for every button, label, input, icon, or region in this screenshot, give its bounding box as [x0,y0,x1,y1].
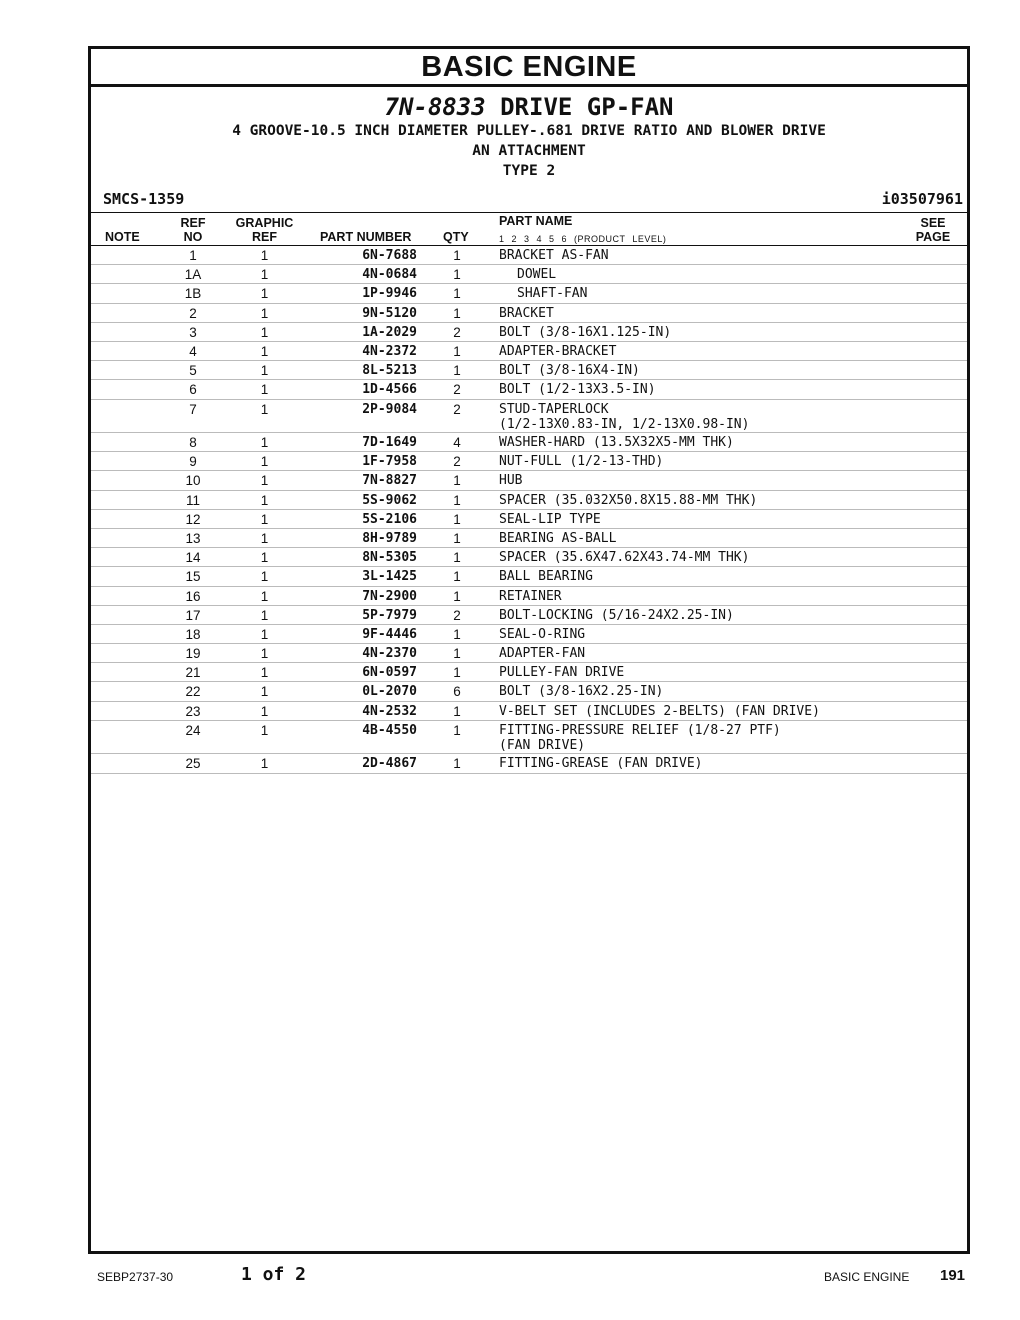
graphic-ref-cell: 1 [260,756,269,772]
qty-cell: 1 [453,703,461,719]
part-number-link[interactable]: 5S-9062 [362,492,417,508]
graphic-ref-cell: 1 [260,626,269,642]
part-name-cell: BRACKET AS-FAN [499,248,609,263]
qty-cell: 1 [453,626,461,642]
part-name-cell: BOLT (3/8-16X4-IN) [499,363,640,379]
ref-no-cell: 5 [189,363,197,379]
qty-cell: 6 [453,684,461,700]
footer-doc-number: SEBP2737-30 [97,1270,174,1284]
footer-page-of: 1 of 2 [241,1264,307,1285]
ref-no-cell: 12 [185,511,201,527]
table-row [91,587,967,606]
part-number-link[interactable]: 9N-5120 [362,305,417,321]
graphic-ref-cell: 1 [260,588,269,604]
graphic-ref-cell: 1 [260,473,269,489]
ref-no-cell: 19 [185,646,201,662]
table-row [91,702,967,721]
part-name-cell: BRACKET [499,305,554,321]
parts-page-frame [88,46,970,1254]
part-number-link[interactable]: 1F-7958 [362,454,417,470]
part-name-cell: FITTING-PRESSURE RELIEF (1/8-27 PTF) (FAN DRIVE) [499,722,781,753]
header-part-number: PART NUMBER [320,230,412,244]
qty-cell: 1 [453,646,461,662]
graphic-ref-cell: 1 [260,550,269,566]
graphic-ref-cell: 1 [260,343,269,359]
table-row [91,491,967,510]
part-number-link[interactable]: 4N-0684 [362,267,417,283]
graphic-ref-cell: 1 [260,665,269,681]
ref-no-cell: 17 [185,607,201,623]
part-name-cell: BALL BEARING [499,569,593,585]
qty-cell: 2 [453,382,461,398]
ref-no-cell: 1B [184,286,202,302]
ref-no-cell: 6 [189,382,197,398]
header-see-page [913,216,953,244]
part-number-link[interactable]: 2P-9084 [362,401,417,417]
ref-no-cell: 4 [189,343,197,359]
header-see-line1: SEE [920,216,946,230]
page-footer [0,1262,1020,1292]
table-row [91,663,967,682]
header-graphic-line2: REF [252,230,277,244]
part-name-cell: STUD-TAPERLOCK (1/2-13X0.83-IN, 1/2-13X0.98-IN) [499,401,750,432]
part-number-link[interactable]: 6N-7688 [362,248,417,263]
ref-no-cell: 8 [189,435,197,450]
part-number-link[interactable]: 4N-2532 [362,703,417,719]
qty-cell: 1 [453,530,461,546]
table-row [91,361,967,380]
ref-no-cell: 15 [185,569,201,585]
ref-no-cell: 22 [185,684,201,700]
graphic-ref-cell: 1 [260,267,269,283]
table-header [91,212,967,246]
table-row [91,529,967,548]
qty-cell: 1 [453,569,461,585]
qty-cell: 2 [453,454,461,470]
part-number-link[interactable]: 2D-4867 [362,756,417,772]
footer-section: BASIC ENGINE [824,1270,910,1284]
qty-cell: 4 [453,435,461,450]
header-ref-line1: REF [180,216,206,230]
table-row [91,510,967,529]
group-subtitle-3: TYPE 2 [502,163,556,179]
part-name-cell: WASHER-HARD (13.5X32X5-MM THK) [499,435,734,450]
qty-cell: 1 [453,363,461,379]
ref-no-cell: 1 [189,248,197,263]
section-title: BASIC ENGINE [91,49,967,87]
table-row [91,625,967,644]
qty-cell: 1 [453,492,461,508]
ref-no-cell: 2 [189,305,197,321]
table-row [91,284,967,303]
part-name-cell: RETAINER [499,588,562,604]
part-number-link[interactable]: 8L-5213 [362,363,417,379]
qty-cell: 1 [453,756,461,772]
header-see-line2: PAGE [915,230,951,244]
table-row [91,644,967,663]
graphic-ref-cell: 1 [260,530,269,546]
header-qty: QTY [443,230,469,244]
table-row [91,246,967,265]
ref-no-cell: 9 [189,454,197,470]
table-row [91,606,967,625]
table-row [91,342,967,361]
header-note: NOTE [105,230,140,244]
part-name-cell: BEARING AS-BALL [499,530,617,546]
parts-table-body [91,246,967,774]
group-subtitle-1: 4 GROOVE-10.5 INCH DIAMETER PULLEY-.681 DRIVE RATIO AND BLOWER DRIVE [232,123,826,139]
qty-cell: 2 [453,607,461,623]
graphic-ref-cell: 1 [260,684,269,700]
ref-no-cell: 23 [185,703,201,719]
part-name-cell: ADAPTER-BRACKET [499,343,617,359]
footer-page-number: 191 [940,1267,966,1284]
qty-cell: 1 [453,343,461,359]
smcs-code: SMCS-1359 [103,190,185,208]
part-name-cell: SHAFT-FAN [517,286,588,302]
qty-cell: 1 [453,286,461,302]
graphic-ref-cell: 1 [260,454,269,470]
ref-no-cell: 10 [185,473,201,489]
group-title [91,93,967,121]
table-row [91,721,967,755]
part-number-link[interactable]: 7N-8827 [362,473,417,489]
part-number-link[interactable]: 8H-9789 [362,530,417,546]
part-number-link[interactable]: 4N-2370 [362,646,417,662]
part-number-link[interactable]: 7N-2900 [362,588,417,604]
qty-cell: 1 [453,473,461,489]
part-number-link[interactable]: 9F-4446 [362,626,417,642]
part-name-cell: V-BELT SET (INCLUDES 2-BELTS) (FAN DRIVE) [499,703,820,719]
ref-no-cell: 11 [185,492,200,508]
table-row [91,380,967,399]
ref-no-cell: 1A [184,267,202,283]
ref-no-cell: 7 [189,401,197,417]
ref-no-cell: 16 [185,588,201,604]
part-name-cell: BOLT (1/2-13X3.5-IN) [499,382,656,398]
part-number-link[interactable]: 1D-4566 [362,382,417,398]
part-name-cell: PULLEY-FAN DRIVE [499,665,625,681]
table-row [91,754,967,773]
graphic-ref-cell: 1 [260,248,269,263]
qty-cell: 2 [453,324,461,340]
part-number-link[interactable]: 8N-5305 [362,550,417,566]
graphic-ref-cell: 1 [260,492,269,508]
header-ref-no [179,216,207,244]
ref-no-cell: 18 [185,626,201,642]
part-number-link[interactable]: 1A-2029 [362,324,417,340]
part-name-cell: BOLT (3/8-16X1.125-IN) [499,324,672,340]
illustration-id: i03507961 [881,190,963,208]
qty-cell: 1 [453,550,461,566]
part-number-link[interactable]: 5P-7979 [362,607,417,623]
qty-cell: 1 [453,511,461,527]
header-product-levels: 1 2 3 4 5 6 (PRODUCT LEVEL) [499,234,667,244]
part-number-link[interactable]: 0L-2070 [362,684,417,700]
group-name: DRIVE GP-FAN [500,93,674,121]
part-number-link[interactable]: 1P-9946 [362,286,417,302]
table-row [91,548,967,567]
table-row [91,400,967,434]
qty-cell: 1 [453,305,461,321]
graphic-ref-cell: 1 [260,511,269,527]
part-number-link[interactable]: 7D-1649 [362,435,417,450]
ref-no-cell: 13 [185,530,201,546]
table-row [91,471,967,490]
part-name-cell: SPACER (35.6X47.62X43.74-MM THK) [499,550,750,566]
codes-row [91,188,967,212]
part-name-cell: FITTING-GREASE (FAN DRIVE) [499,756,703,772]
graphic-ref-cell: 1 [260,569,269,585]
header-graphic-ref [232,216,297,244]
graphic-ref-cell: 1 [260,363,269,379]
table-row [91,265,967,284]
graphic-ref-cell: 1 [260,305,269,321]
table-row [91,304,967,323]
group-part-number[interactable]: 7N-8833 [384,93,486,121]
header-part-name: PART NAME [499,214,573,228]
qty-cell: 1 [453,248,461,263]
part-number-link[interactable]: 5S-2106 [362,511,417,527]
part-number-link[interactable]: 6N-0597 [362,665,417,681]
part-number-link[interactable]: 4N-2372 [362,343,417,359]
graphic-ref-cell: 1 [260,435,269,450]
qty-cell: 1 [453,665,461,681]
graphic-ref-cell: 1 [260,722,269,738]
part-name-cell: BOLT (3/8-16X2.25-IN) [499,684,664,700]
qty-cell: 1 [453,722,461,738]
ref-no-cell: 3 [189,324,197,340]
table-row [91,433,967,452]
table-row [91,567,967,586]
part-number-link[interactable]: 3L-1425 [362,569,417,585]
graphic-ref-cell: 1 [260,401,269,417]
ref-no-cell: 21 [185,665,201,681]
graphic-ref-cell: 1 [260,382,269,398]
ref-no-cell: 14 [185,550,201,566]
graphic-ref-cell: 1 [260,324,269,340]
qty-cell: 2 [453,401,461,417]
graphic-ref-cell: 1 [260,703,269,719]
part-name-cell: SEAL-LIP TYPE [499,511,601,527]
part-name-cell: BOLT-LOCKING (5/16-24X2.25-IN) [499,607,734,623]
group-subtitle-2: AN ATTACHMENT [472,143,586,159]
part-name-cell: HUB [499,473,523,489]
header-graphic-line1: GRAPHIC [235,216,294,230]
table-row [91,682,967,701]
qty-cell: 1 [453,267,461,283]
qty-cell: 1 [453,588,461,604]
table-row [91,323,967,342]
part-name-cell: SEAL-O-RING [499,626,586,642]
graphic-ref-cell: 1 [260,646,269,662]
part-name-cell: DOWEL [517,267,557,283]
part-name-cell: SPACER (35.032X50.8X15.88-MM THK) [499,492,758,508]
part-number-link[interactable]: 4B-4550 [362,722,417,738]
graphic-ref-cell: 1 [260,607,269,623]
graphic-ref-cell: 1 [260,286,269,302]
header-ref-line2: NO [183,230,203,244]
ref-no-cell: 25 [185,756,201,772]
part-name-cell: ADAPTER-FAN [499,646,586,662]
ref-no-cell: 24 [185,722,201,738]
part-name-cell: NUT-FULL (1/2-13-THD) [499,454,664,470]
table-row [91,452,967,471]
